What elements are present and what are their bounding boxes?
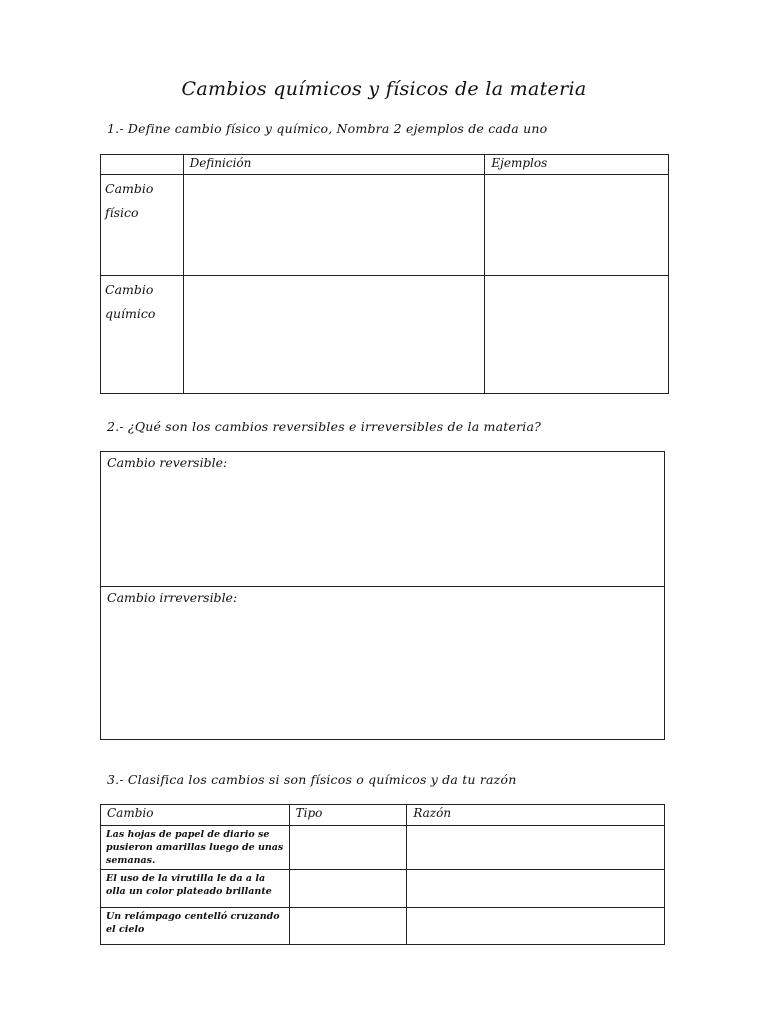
row-label-cambio-fisico: Cambio físico xyxy=(101,175,184,276)
question-3: 3.- Clasifica los cambios si son físicos o químicos y da tu razón xyxy=(107,772,517,787)
table3-header-cambio: Cambio xyxy=(101,805,290,826)
page-title: Cambios químicos y físicos de la materia xyxy=(181,78,587,100)
answer-cell-tipo[interactable] xyxy=(289,826,407,870)
label-cambio-irreversible: Cambio irreversible: xyxy=(107,590,238,605)
answer-cell-cambio-irreversible[interactable] xyxy=(101,587,665,740)
change-description: El uso de la virutilla le da a la olla un color plateado brillante xyxy=(101,870,290,908)
answer-cell-tipo[interactable] xyxy=(289,870,407,908)
row-label-cambio-quimico: Cambio químico xyxy=(101,276,184,394)
answer-cell-ejemplos-fisico[interactable] xyxy=(485,175,669,276)
table1-header-definicion: Definición xyxy=(183,155,485,175)
label-cambio-reversible: Cambio reversible: xyxy=(107,455,228,470)
question-1: 1.- Define cambio físico y químico, Nombra 2 ejemplos de cada uno xyxy=(107,121,548,136)
definitions-table xyxy=(100,154,669,394)
classification-table xyxy=(100,804,665,945)
table3-header-razon: Razón xyxy=(407,805,665,826)
answer-cell-cambio-reversible[interactable] xyxy=(101,452,665,587)
table1-header-empty xyxy=(101,155,184,175)
answer-cell-razon[interactable] xyxy=(407,870,665,908)
reversible-table xyxy=(100,451,665,740)
change-description: Un relámpago centelló cruzando el cielo xyxy=(101,908,290,945)
answer-cell-razon[interactable] xyxy=(407,826,665,870)
answer-cell-ejemplos-quimico[interactable] xyxy=(485,276,669,394)
answer-cell-razon[interactable] xyxy=(407,908,665,945)
table1-header-ejemplos: Ejemplos xyxy=(485,155,669,175)
table3-header-tipo: Tipo xyxy=(289,805,407,826)
answer-cell-definicion-fisico[interactable] xyxy=(183,175,485,276)
answer-cell-tipo[interactable] xyxy=(289,908,407,945)
answer-cell-definicion-quimico[interactable] xyxy=(183,276,485,394)
question-2: 2.- ¿Qué son los cambios reversibles e irreversibles de la materia? xyxy=(107,419,541,434)
change-description: Las hojas de papel de diario se pusieron amarillas luego de unas semanas. xyxy=(101,826,290,870)
